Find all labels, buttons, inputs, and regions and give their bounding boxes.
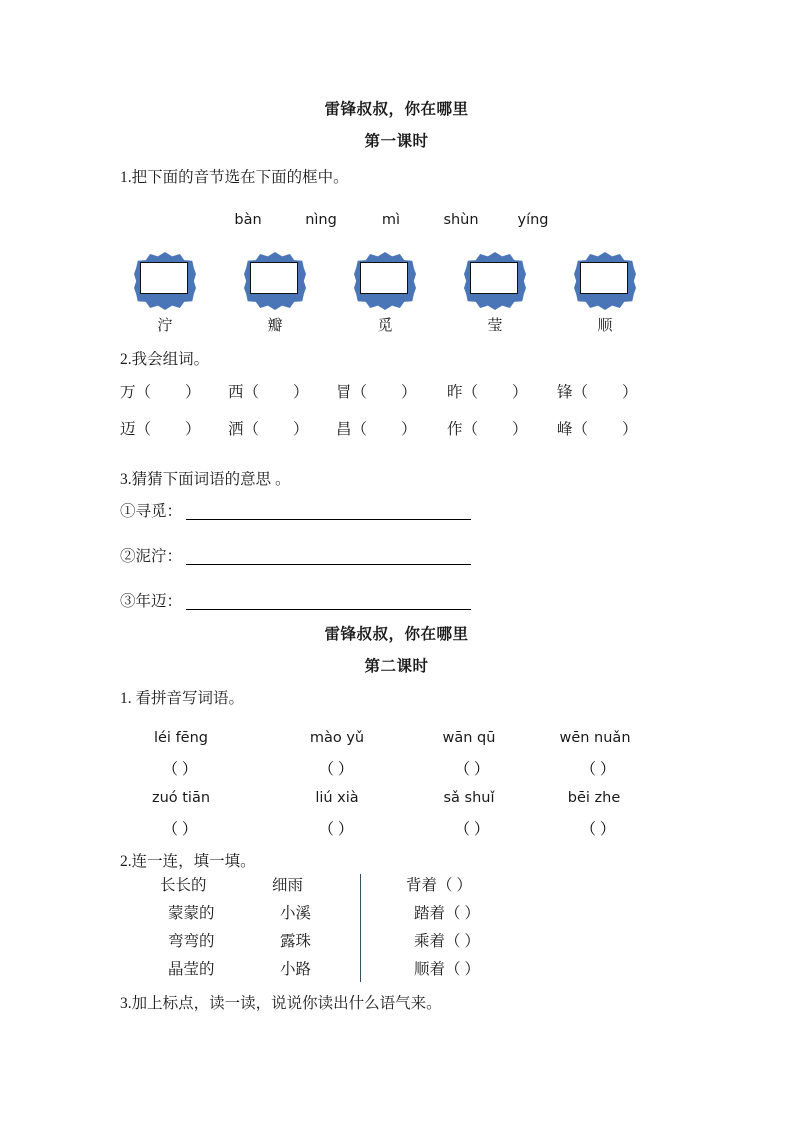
pinyin-answer-blank-3[interactable]: （ ）	[580, 761, 616, 778]
wordform-open-1: 西（	[228, 384, 260, 401]
pinyin-answer-row-2	[120, 817, 680, 841]
pinyin-answer-blank-1[interactable]: （ ）	[318, 761, 354, 778]
pinyin-choice-row	[120, 212, 680, 236]
match-left-item-0[interactable]: 长长的	[160, 877, 207, 894]
badge-shape-2	[354, 252, 416, 310]
pinyin-word-row-2	[120, 790, 680, 814]
lesson1-subtitle: 第一课时	[364, 133, 429, 150]
wordform-row-1	[120, 381, 680, 405]
answer-box-1[interactable]	[250, 262, 298, 294]
lesson2-q2-prompt: 2.连一连，填一填。	[120, 853, 256, 870]
badge-char-1: 瓣	[267, 318, 283, 334]
badge-char-0: 泞	[157, 318, 173, 334]
lesson1-q1-prompt: 1.把下面的音节选在下面的框中。	[120, 169, 349, 186]
match-middle-item-1[interactable]: 小溪	[280, 905, 312, 922]
pinyin-word-6: sǎ shuǐ	[443, 790, 495, 806]
wordform-close-5: ）	[185, 421, 201, 438]
pinyin-word-3: wēn nuǎn	[559, 730, 631, 746]
wordform-open-0: 万（	[120, 384, 152, 401]
badge-cell-3	[450, 252, 540, 335]
answer-box-4[interactable]	[580, 262, 628, 294]
meaning-answer-line-2[interactable]	[186, 609, 471, 610]
pinyin-choice-4[interactable]: yíng	[517, 212, 549, 228]
match-divider-line	[360, 874, 361, 982]
pinyin-choice-2[interactable]: mì	[381, 212, 401, 228]
pinyin-word-2: wān qū	[442, 730, 496, 746]
wordform-open-3: 昨（	[447, 384, 479, 401]
meaning-row-0	[120, 500, 520, 526]
match-right-item-2[interactable]: 乘着（ ）	[414, 933, 480, 950]
badge-cell-1	[230, 252, 320, 335]
answer-box-2[interactable]	[360, 262, 408, 294]
wordform-close-3: ）	[512, 384, 528, 401]
wordform-open-8: 作（	[447, 421, 479, 438]
wordform-cell-1[interactable]	[228, 381, 309, 404]
pinyin-word-row-1	[120, 730, 680, 754]
match-left-item-2[interactable]: 弯弯的	[168, 933, 215, 950]
badge-cell-0	[120, 252, 210, 335]
lesson2-title: 雷锋叔叔，你在哪里	[324, 626, 469, 643]
wordform-close-9: ）	[622, 421, 638, 438]
pinyin-word-7: bēi zhe	[567, 790, 621, 806]
wordform-open-9: 峰（	[557, 421, 589, 438]
wordform-cell-8[interactable]	[447, 418, 528, 441]
wordform-open-4: 锋（	[557, 384, 589, 401]
meaning-label-2: ③年迈：	[120, 593, 183, 610]
lesson2-subtitle: 第二课时	[364, 658, 429, 675]
badge-shape-4	[574, 252, 636, 310]
wordform-close-1: ）	[293, 384, 309, 401]
match-middle-column	[272, 872, 311, 984]
wordform-open-2: 冒（	[336, 384, 368, 401]
wordform-close-4: ）	[622, 384, 638, 401]
match-block	[120, 872, 680, 984]
pinyin-word-1: mào yǔ	[309, 730, 365, 746]
pinyin-word-5: liú xià	[315, 790, 359, 806]
pinyin-word-4: zuó tiān	[151, 790, 211, 806]
match-middle-item-2[interactable]: 露珠	[280, 933, 312, 950]
answer-box-0[interactable]	[140, 262, 188, 294]
badge-shape-3	[464, 252, 526, 310]
meaning-row-1	[120, 545, 520, 571]
wordform-open-6: 洒（	[228, 421, 260, 438]
meaning-answer-line-1[interactable]	[186, 564, 471, 565]
lesson2-q1-prompt: 1. 看拼音写词语。	[120, 690, 245, 707]
badge-cell-2	[340, 252, 430, 335]
pinyin-answer-blank-0[interactable]: （ ）	[162, 761, 198, 778]
badge-shape-0	[134, 252, 196, 310]
badge-char-3: 莹	[487, 318, 503, 334]
answer-box-3[interactable]	[470, 262, 518, 294]
meaning-answer-line-0[interactable]	[186, 519, 471, 520]
badge-char-4: 顺	[597, 318, 613, 334]
lesson1-q2-prompt: 2.我会组词。	[120, 351, 210, 368]
wordform-close-2: ）	[401, 384, 417, 401]
pinyin-answer-blank-6[interactable]: （ ）	[454, 821, 490, 838]
wordform-close-6: ）	[293, 421, 309, 438]
lesson2-q3-prompt: 3.加上标点，读一读，说说你读出什么语气来。	[120, 995, 442, 1012]
pinyin-choice-0[interactable]: bàn	[234, 212, 262, 228]
match-right-item-1[interactable]: 踏着（ ）	[414, 905, 480, 922]
badge-shape-1	[244, 252, 306, 310]
pinyin-choice-3[interactable]: shùn	[443, 212, 479, 228]
pinyin-answer-blank-4[interactable]: （ ）	[162, 821, 198, 838]
pinyin-word-0: léi fēng	[153, 730, 208, 746]
wordform-close-7: ）	[401, 421, 417, 438]
meaning-label-0: ①寻觅：	[120, 503, 183, 520]
wordform-cell-3[interactable]	[447, 381, 528, 404]
match-right-item-3[interactable]: 顺着（ ）	[414, 961, 480, 978]
meaning-label-1: ②泥泞：	[120, 548, 183, 565]
pinyin-answer-row-1	[120, 757, 680, 781]
badge-char-2: 觅	[377, 318, 393, 334]
pinyin-answer-blank-2[interactable]: （ ）	[454, 761, 490, 778]
match-left-column	[160, 872, 215, 984]
wordform-cell-7[interactable]	[336, 418, 417, 441]
wordform-open-7: 昌（	[336, 421, 368, 438]
badge-cell-4	[560, 252, 650, 335]
wordform-row-2	[120, 418, 680, 442]
wordform-close-0: ）	[185, 384, 201, 401]
match-right-item-0[interactable]: 背着（ ）	[406, 877, 472, 894]
pinyin-answer-blank-5[interactable]: （ ）	[318, 821, 354, 838]
wordform-cell-4[interactable]	[557, 381, 638, 404]
lesson1-title: 雷锋叔叔，你在哪里	[324, 101, 469, 118]
wordform-cell-9[interactable]	[557, 418, 638, 441]
wordform-close-8: ）	[512, 421, 528, 438]
match-left-item-1[interactable]: 蒙蒙的	[168, 905, 215, 922]
pinyin-answer-blank-7[interactable]: （ ）	[580, 821, 616, 838]
match-right-column	[406, 872, 480, 984]
wordform-cell-2[interactable]	[336, 381, 417, 404]
match-middle-item-0[interactable]: 细雨	[272, 877, 304, 894]
match-middle-item-3[interactable]: 小路	[280, 961, 312, 978]
wordform-cell-5[interactable]	[120, 418, 201, 441]
badge-row	[120, 252, 680, 334]
pinyin-choice-1[interactable]: nìng	[305, 212, 337, 228]
wordform-cell-6[interactable]	[228, 418, 309, 441]
lesson1-q3-prompt: 3.猜猜下面词语的意思 。	[120, 471, 291, 488]
meaning-row-2	[120, 590, 520, 616]
wordform-cell-0[interactable]	[120, 381, 201, 404]
match-left-item-3[interactable]: 晶莹的	[168, 961, 215, 978]
wordform-open-5: 迈（	[120, 421, 152, 438]
